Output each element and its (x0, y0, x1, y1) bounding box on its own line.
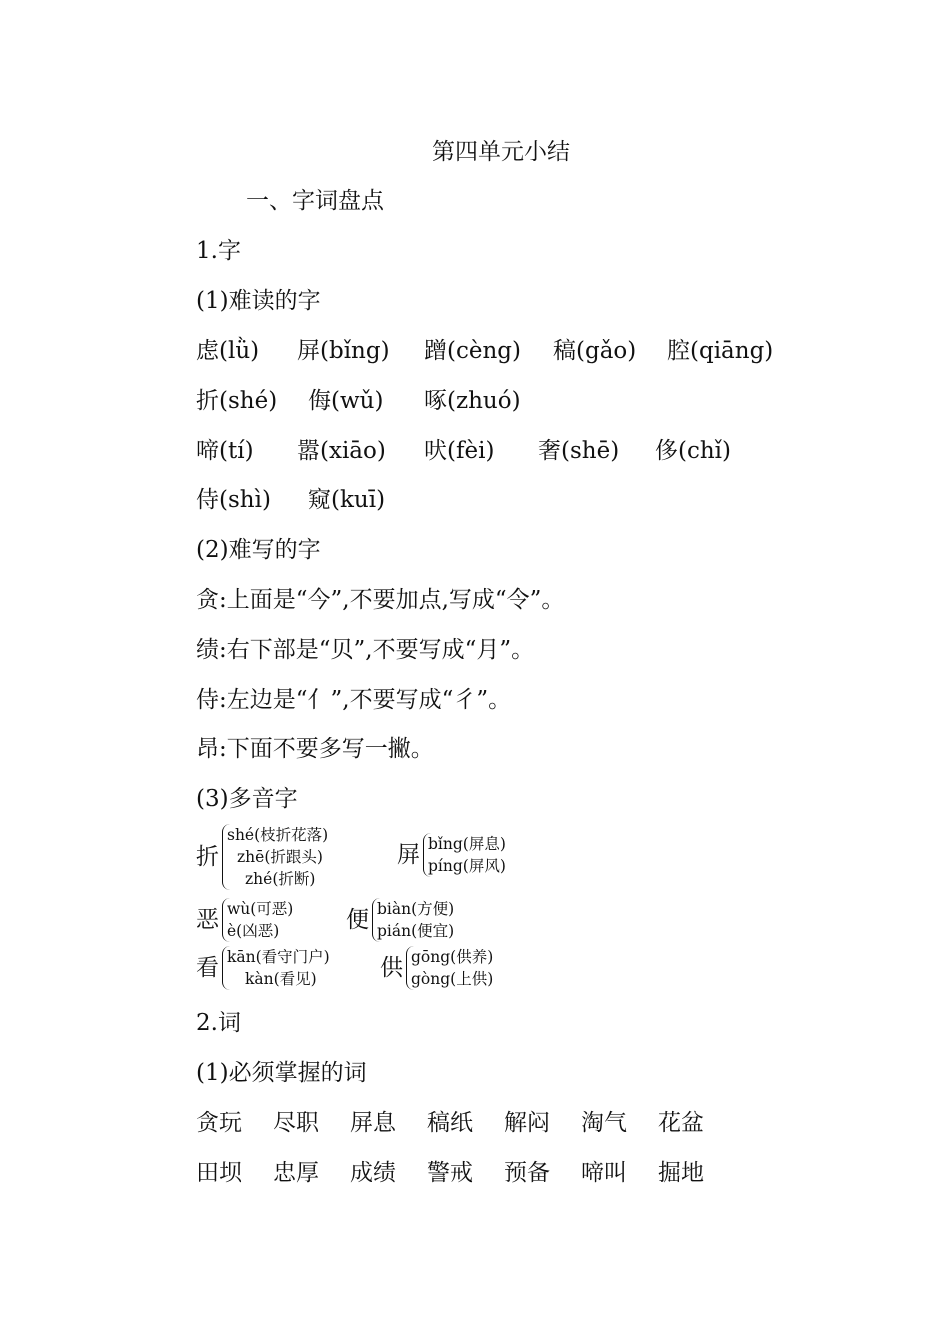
hard-read-item: 稿(gǎo) (553, 338, 637, 364)
word-item: 屏息 (350, 1110, 396, 1136)
hard-read-row (196, 336, 773, 366)
hard-read-item: 啄(zhuó) (424, 388, 521, 414)
hard-read-item: 侈(chǐ) (655, 438, 731, 464)
hard-write-heading: (2)难写的字 (196, 537, 321, 563)
word-item: 淘气 (581, 1110, 627, 1136)
hard-read-item: 蹭(cèng) (424, 338, 521, 364)
hard-write-line: 侍:左边是“亻”,不要写成“彳”。 (196, 687, 512, 713)
polyphone-char: 便 (346, 907, 369, 933)
page-title: 第四单元小结 (432, 139, 570, 165)
brace (222, 824, 328, 890)
brace (372, 898, 454, 942)
word-row (196, 1108, 704, 1138)
section-heading: 一、字词盘点 (246, 188, 384, 214)
word-item: 田坝 (196, 1160, 242, 1186)
polyphone-char: 供 (380, 955, 403, 981)
polyphone-option: è(凶恶) (227, 922, 280, 940)
word-item: 解闷 (504, 1110, 550, 1136)
polyphone-option: biàn(方便) (377, 900, 455, 918)
word-item: 花盆 (658, 1110, 704, 1136)
word-item: 掘地 (658, 1160, 704, 1186)
word-item: 稿纸 (427, 1110, 473, 1136)
hard-write-line: 昂:下面不要多写一撇。 (196, 736, 434, 762)
polyphone-option: kān(看守门户) (227, 948, 330, 966)
word-row (196, 1158, 704, 1188)
polyphone-group (380, 946, 493, 990)
brace (222, 946, 330, 990)
must-words-heading: (1)必须掌握的词 (196, 1060, 367, 1086)
word-item: 预备 (504, 1160, 550, 1186)
polyphone-char: 恶 (196, 907, 219, 933)
hard-read-item: 腔(qiāng) (667, 338, 774, 364)
hard-read-row (196, 436, 731, 466)
polyphone-option: zhé(折断) (245, 870, 316, 888)
polyphone-group (346, 898, 454, 942)
hard-read-item: 奢(shē) (538, 438, 620, 464)
polyphone-option: wù(可恶) (227, 900, 294, 918)
hard-read-row (196, 485, 385, 515)
polyphone-group (196, 824, 328, 890)
polyphone-option: zhē(折跟头) (237, 848, 323, 866)
hard-read-item: 侍(shì) (196, 487, 271, 513)
word-item: 贪玩 (196, 1110, 242, 1136)
polyphone-option: kàn(看见) (245, 970, 317, 988)
polyphone-option: bǐng(屏息) (428, 835, 506, 853)
word-item: 警戒 (427, 1160, 473, 1186)
hard-read-item: 吠(fèi) (424, 438, 495, 464)
hard-write-line: 贪:上面是“今”,不要加点,写成“令”。 (196, 587, 565, 613)
hard-read-item: 窥(kuī) (308, 487, 386, 513)
polyphone-heading: (3)多音字 (196, 786, 298, 812)
hard-read-item: 啼(tí) (196, 438, 254, 464)
polyphone-option: pián(便宜) (377, 922, 455, 940)
brace (423, 833, 506, 877)
word-item: 忠厚 (273, 1160, 319, 1186)
polyphone-char: 屏 (397, 842, 420, 868)
brace (222, 898, 293, 942)
brace (406, 946, 493, 990)
polyphone-group (196, 898, 293, 942)
polyphone-option: gōng(供养) (411, 948, 494, 966)
word-item: 啼叫 (581, 1160, 627, 1186)
polyphone-char: 看 (196, 955, 219, 981)
hard-read-item: 虑(lǜ) (196, 338, 260, 364)
polyphone-group (196, 946, 330, 990)
hard-write-line: 绩:右下部是“贝”,不要写成“月”。 (196, 637, 535, 663)
word-item: 尽职 (273, 1110, 319, 1136)
polyphone-option: gòng(上供) (411, 970, 494, 988)
hard-read-heading: (1)难读的字 (196, 288, 321, 314)
hard-read-row (196, 386, 521, 416)
polyphone-group (397, 833, 506, 877)
polyphone-option: píng(屏风) (428, 857, 506, 875)
hard-read-item: 侮(wǔ) (308, 388, 384, 414)
word-item: 成绩 (350, 1160, 396, 1186)
polyphone-char: 折 (196, 844, 219, 870)
polyphone-option: shé(枝折花落) (227, 826, 329, 844)
hard-read-item: 嚣(xiāo) (297, 438, 386, 464)
subsection-heading: 2.词 (196, 1010, 241, 1036)
hard-read-item: 折(shé) (196, 388, 278, 414)
hard-read-item: 屏(bǐng) (297, 338, 390, 364)
subsection-heading: 1.字 (196, 238, 241, 264)
